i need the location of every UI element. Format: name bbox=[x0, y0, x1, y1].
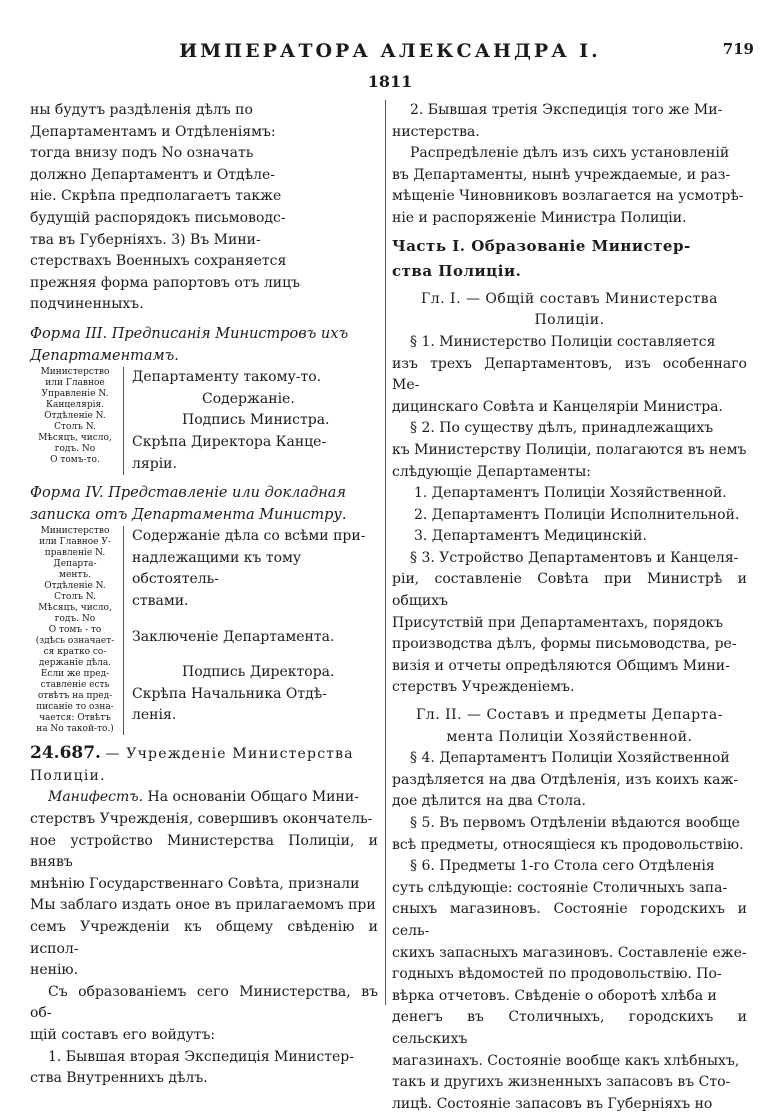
page-header-title: ИМПЕРАТОРА АЛЕКСАНДРА I. bbox=[179, 40, 601, 62]
list-item: 2. Департаментъ Полиціи Исполнительной. bbox=[414, 506, 740, 523]
text-line: ненію. bbox=[30, 962, 79, 979]
text-line: прежняя форма рапортовъ отъ лицъ bbox=[30, 274, 301, 291]
ukaz-title: — Учрежденіе Министерства bbox=[105, 746, 354, 763]
chapter2-heading: Гл. II. — Составъ и предметы Департа- bbox=[416, 707, 723, 724]
text-line: скихъ запасныхъ магазиновъ. Составленіе еже- bbox=[392, 944, 747, 961]
margin-note-line: Отдѣленіе N. bbox=[44, 411, 106, 422]
margin-note-line: Столъ N. bbox=[54, 422, 96, 433]
text-line: производства дѣлъ, формы письмоводства, ре- bbox=[392, 636, 737, 653]
manifest-text: На основаніи Общаго Мини- bbox=[147, 789, 359, 806]
right-column bbox=[392, 100, 747, 1115]
text-line: Съ образованіемъ сего Министерства, въ об- bbox=[30, 983, 378, 1022]
margin-note-line: Мѣсяцъ, число, bbox=[38, 603, 112, 614]
margin-note-line: Департа- bbox=[53, 559, 97, 570]
text-line: стерствахъ Военныхъ сохраняется bbox=[30, 253, 287, 270]
text-line: къ Министерству Полиціи, полагаются въ немъ bbox=[392, 441, 747, 458]
margin-note-line: Столъ N. bbox=[54, 592, 96, 603]
text-line: Содержаніе. bbox=[202, 390, 295, 407]
margin-note-line: или Главное У- bbox=[39, 537, 111, 548]
margin-note-line: ментъ. bbox=[59, 570, 91, 581]
text-line: въ Департаменты, нынѣ учреждаемые, и раз- bbox=[392, 166, 731, 183]
forma4-heading: Форма IV. Представленіе или докладная bbox=[30, 485, 347, 502]
text-line: § 6. Предметы 1-го Стола сего Отдѣленія bbox=[410, 858, 715, 875]
text-line: слѣдующіе Департаменты: bbox=[392, 463, 591, 480]
margin-note-line: Управленіе N. bbox=[41, 389, 109, 400]
forma4-heading-cont: записка отъ Департамента Министру. bbox=[30, 506, 347, 523]
text-line: должно Департаментъ и Отдѣле- bbox=[30, 166, 276, 183]
text-line: § 2. По существу дѣлъ, принадлежащихъ bbox=[410, 420, 714, 437]
chapter1-heading: Гл. I. — Общій составъ Министерства bbox=[420, 290, 719, 307]
text-line: дое дѣлится на два Стола. bbox=[392, 793, 586, 810]
text-line: ствами. bbox=[132, 593, 189, 610]
text-line: Скрѣпа Начальника Отдѣ- bbox=[132, 685, 327, 702]
text-line: дицинскаго Совѣта и Канцеляріи Министра. bbox=[392, 398, 723, 415]
forma4-margin-note bbox=[30, 526, 124, 735]
text-line: магазинахъ. Состояніе вообще какъ хлѣбныхъ, bbox=[392, 1052, 740, 1069]
text-line: Мы заблаго издать оное въ прилагаемомъ при bbox=[30, 897, 376, 914]
margin-note-line: Отдѣленіе N. bbox=[44, 581, 106, 592]
text-line: стерствъ Учрежденія, совершивъ окончатель- bbox=[30, 811, 373, 828]
margin-note-line: Канцелярія. bbox=[45, 400, 105, 411]
margin-note-line: Если же пред- bbox=[40, 669, 110, 680]
margin-note-line: отвѣтъ на пред- bbox=[37, 691, 113, 702]
year-heading: 1811 bbox=[367, 72, 413, 91]
text-line: ніе. Скрѣпа предполагаетъ также bbox=[30, 188, 282, 205]
margin-note-line: держаніе дѣла. bbox=[38, 658, 112, 669]
text-line: раздѣляется на два Отдѣленія, изъ коихъ каж- bbox=[392, 771, 739, 788]
text-line: будущій распорядокъ письмоводс- bbox=[30, 209, 286, 226]
text-line: ства Внутреннихъ дѣлъ. bbox=[30, 1070, 208, 1087]
list-item: 3. Департаментъ Медицинскій. bbox=[414, 528, 647, 545]
text-line: надлежащими къ тому обстоятель- bbox=[132, 549, 302, 588]
text-line: Заключеніе Департамента. bbox=[132, 628, 335, 645]
text-line: семъ Учрежденіи къ общему свѣденію и испол- bbox=[30, 919, 378, 957]
margin-note-line: писаніе то озна- bbox=[36, 702, 114, 713]
text-line: всѣ предметы, относящіеся къ продовольствію. bbox=[392, 836, 744, 853]
left-column bbox=[30, 100, 378, 1090]
text-line: ны будутъ раздѣленія дѣлъ по bbox=[30, 102, 253, 118]
text-line: мѣщеніе Чиновниковъ возлагается на усмотрѣ- bbox=[392, 188, 744, 205]
ukaz-heading bbox=[30, 743, 378, 766]
text-line: § 1. Министерство Полиціи составляется bbox=[410, 333, 716, 350]
text-line: ленія. bbox=[132, 707, 177, 724]
margin-note-line: (здѣсь означает- bbox=[35, 636, 115, 647]
text-line: ное устройство Министерства Полиціи, и внявъ bbox=[30, 832, 378, 871]
text-line: лицѣ. Состояніе запасовъ въ Губерніяхъ но bbox=[392, 1095, 713, 1112]
margin-note-line: Министерство bbox=[40, 526, 110, 537]
forma3-content bbox=[124, 367, 378, 475]
margin-note-line: О томъ-то. bbox=[50, 455, 100, 466]
margin-note-line: годъ. No bbox=[54, 444, 96, 455]
text-line: денегъ въ Столичныхъ, городскихъ и сельскихъ bbox=[392, 1009, 747, 1047]
text-line: тогда внизу подъ No означать bbox=[30, 145, 254, 162]
text-line: Подпись Министра. bbox=[182, 412, 330, 429]
text-line: годныхъ вѣдомостей по продовольствію. По- bbox=[392, 966, 722, 983]
part1-heading: Часть I. Образованіе Министер- bbox=[392, 236, 691, 255]
text-line: мнѣнію Государственнаго Совѣта, признали bbox=[30, 875, 360, 892]
text-line: подчиненныхъ. bbox=[30, 296, 144, 313]
text-line: ніе и распоряженіе Министра Полиціи. bbox=[392, 209, 687, 226]
margin-note-line: О томъ - то bbox=[48, 625, 102, 636]
text-line: § 4. Департаментъ Полиціи Хозяйственной bbox=[410, 750, 730, 767]
text-line: вѣрка отчетовъ. Свѣденіе о оборотѣ хлѣба и bbox=[392, 987, 717, 1004]
part1-heading-cont: ства Полиціи. bbox=[392, 262, 522, 281]
text-line: Присутствій при Департаментахъ, порядокъ bbox=[392, 614, 724, 631]
forma3-block bbox=[30, 367, 378, 475]
text-line: такъ и другихъ жизненныхъ запасовъ въ Сто- bbox=[392, 1074, 731, 1091]
text-line: визія и отчеты опредѣляются Общимъ Мини- bbox=[392, 657, 730, 674]
margin-note-line: Министерство bbox=[40, 367, 110, 378]
margin-note-line: или Главное bbox=[45, 378, 105, 389]
manifest-label: Манифестъ. bbox=[48, 789, 144, 806]
text-line: § 3. Устройство Департаментовъ и Канцеля- bbox=[410, 549, 739, 566]
forma4-block bbox=[30, 526, 378, 735]
manifest-first-line bbox=[30, 787, 378, 809]
text-line: 1. Бывшая вторая Экспедиція Министер- bbox=[48, 1048, 354, 1065]
list-item: 1. Департаментъ Полиціи Хозяйственной. bbox=[414, 485, 727, 502]
margin-note-line: Мѣсяцъ, число, bbox=[38, 433, 112, 444]
departments-list bbox=[392, 483, 747, 548]
text-line: Распредѣленіе дѣлъ изъ сихъ установленій bbox=[410, 145, 730, 162]
text-line: щій составъ его войдутъ: bbox=[30, 1027, 216, 1043]
text-line: стерствъ Учрежденіемъ. bbox=[392, 679, 575, 696]
margin-note-line: ставленіе есть bbox=[40, 680, 110, 691]
text-line: сныхъ магазиновъ. Состояніе городскихъ и сель- bbox=[392, 901, 747, 939]
margin-note-line: годъ. No bbox=[54, 614, 96, 625]
chapter2-heading-cont: мента Полиціи Хозяйственной. bbox=[446, 728, 693, 745]
column-divider bbox=[385, 100, 386, 1005]
forma3-heading: Форма III. Предписанія Министровъ ихъ bbox=[30, 325, 349, 342]
text-line: ріи, составленіе Совѣта при Министрѣ и общихъ bbox=[392, 571, 747, 610]
text-line: Департаментамъ и Отдѣленіямъ: bbox=[30, 123, 276, 140]
text-line: Содержаніе дѣла со всѣми при- bbox=[132, 528, 366, 545]
text-line: изъ трехъ Департаментовъ, изъ особеннаго Ме- bbox=[392, 355, 747, 394]
margin-note-line: на No такой-то.) bbox=[36, 724, 114, 735]
page-number: 719 bbox=[722, 40, 754, 58]
text-line: Департаменту такому-то. bbox=[132, 369, 322, 386]
margin-note-line: правленіе N. bbox=[44, 548, 106, 559]
text-line: Скрѣпа Директора Канце- bbox=[132, 433, 327, 450]
text-line: суть слѣдующіе: состояніе Столичныхъ запа- bbox=[392, 879, 728, 896]
forma4-content bbox=[124, 526, 378, 735]
text-line: тва въ Губерніяхъ. 3) Въ Мини- bbox=[30, 231, 261, 248]
margin-note-line: ся кратко со- bbox=[43, 647, 107, 658]
chapter1-heading-cont: Полиціи. bbox=[534, 312, 605, 329]
text-line: нистерства. bbox=[392, 123, 480, 140]
text-line: § 5. Въ первомъ Отдѣленіи вѣдаются вообще bbox=[410, 815, 740, 831]
intro-paragraph bbox=[30, 100, 378, 316]
ukaz-number: 24.687. bbox=[30, 743, 101, 764]
margin-note-line: чается: Отвѣтъ bbox=[39, 713, 111, 724]
text-line: Подпись Директора. bbox=[182, 664, 335, 681]
text-line: 2. Бывшая третія Экспедиція того же Ми- bbox=[410, 102, 723, 118]
ukaz-title-cont: Полиціи. bbox=[30, 767, 106, 784]
forma3-heading-cont: Департаментамъ. bbox=[30, 347, 179, 364]
text-line: ляріи. bbox=[132, 455, 177, 472]
forma3-margin-note bbox=[30, 367, 124, 475]
